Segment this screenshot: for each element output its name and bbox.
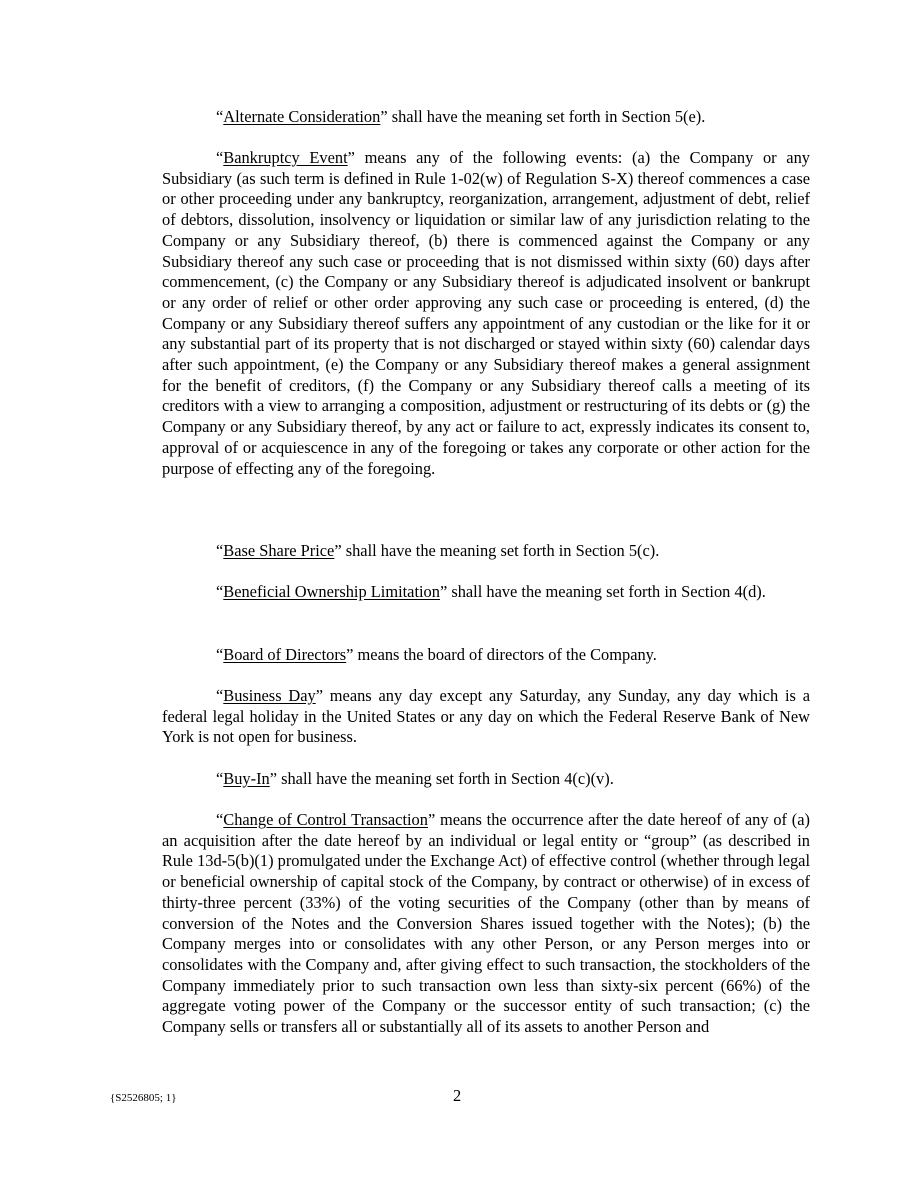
defined-term: Beneficial Ownership Limitation bbox=[223, 582, 440, 601]
definition-bankruptcy-event: “Bankruptcy Event” means any of the following events: (a) the Company or any Subsidiary (as such term is defined in Rule 1-02(w) of Regulation S-X) thereof commences a case or other proceeding under any bankruptcy, reorganization, arrangement, adjustment of debt, relief of debtors, dissolution, insolvency or liquidation or similar law of any jurisdiction relating to the Company or any Subsidiary thereof, (b) there is commenced against the Company or any Subsidiary thereof any such case or proceeding that is not dismissed within sixty (60) days after commencement, (c) the Company or any Subsidiary thereof is adjudicated insolvent or bankrupt or any order of relief or other order approving any such case or proceeding is entered, (d) the Company or any Subsidiary thereof suffers any appointment of any custodian or the like for it or any substantial part of its property that is not discharged or stayed within sixty (60) calendar days after such appointment, (e) the Company or any Subsidiary thereof makes a general assignment for the benefit of creditors, (f) the Company or any Subsidiary thereof calls a meeting of its creditors with a view to arranging a composition, adjustment or restructuring of its debts or (g) the Company or any Subsidiary thereof, by any act or failure to act, expressly indicates its consent to, approval of or acquiescence in any of the foregoing or takes any corporate or other action for the purpose of effecting any of the foregoing. bbox=[162, 148, 810, 478]
definition-base-share-price: “Base Share Price” shall have the meaning set forth in Section 5(c). bbox=[216, 541, 660, 560]
defined-term: Base Share Price bbox=[223, 541, 335, 560]
defined-term: Change of Control Transaction bbox=[223, 810, 428, 829]
defined-term: Buy-In bbox=[223, 769, 270, 788]
defined-term: Alternate Consideration bbox=[223, 107, 381, 126]
defined-term: Board of Directors bbox=[223, 645, 347, 664]
definition-beneficial-ownership-limitation: “Beneficial Ownership Limitation” shall have the meaning set forth in Section 4(d). bbox=[216, 582, 766, 601]
definition-business-day: “Business Day” means any day except any Saturday, any Sunday, any day which is a federal legal holiday in the United States or any day on which the Federal Reserve Bank of New York is not open for business. bbox=[162, 686, 810, 747]
defined-term: Business Day bbox=[223, 686, 316, 705]
definition-alternate-consideration: “Alternate Consideration” shall have the meaning set forth in Section 5(e). bbox=[216, 107, 706, 126]
definition-change-of-control-transaction: “Change of Control Transaction” means the occurrence after the date hereof of any of (a) an acquisition after the date hereof by an individual or legal entity or “group” (as described in Rule 13d-5(b)(1) promulgated under the Exchange Act) of effective control (whether through legal or beneficial ownership of capital stock of the Company, by contract or otherwise) of in excess of thirty-three percent (33%) of the voting securities of the Company (other than by means of conversion of the Notes and the Conversion Shares issued together with the Notes); (b) the Company merges into or consolidates with any other Person, or any Person merges into or consolidates with the Company and, after giving effect to such transaction, the stockholders of the Company immediately prior to such transaction own less than sixty-six percent (66%) of the aggregate voting power of the Company or the successor entity of such transaction; (c) the Company sells or transfers all or substantially all of its assets to another Person and bbox=[162, 810, 810, 1037]
footer-document-id: {S2526805; 1} bbox=[110, 1092, 177, 1104]
page-number: 2 bbox=[453, 1086, 462, 1105]
definition-board-of-directors: “Board of Directors” means the board of directors of the Company. bbox=[216, 645, 657, 664]
defined-term: Bankruptcy Event bbox=[223, 148, 348, 167]
definition-buy-in: “Buy-In” shall have the meaning set forth in Section 4(c)(v). bbox=[216, 769, 614, 788]
